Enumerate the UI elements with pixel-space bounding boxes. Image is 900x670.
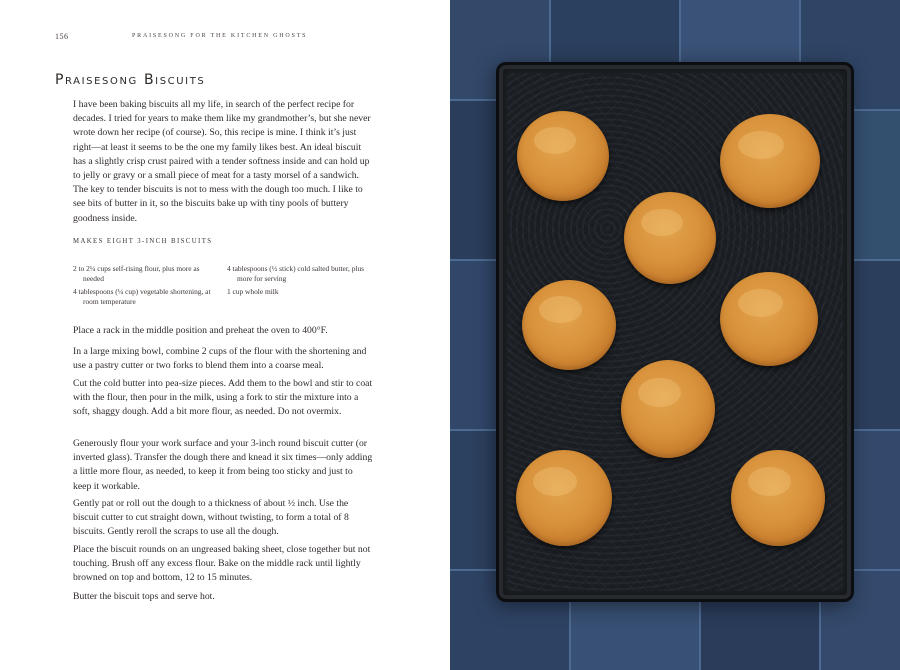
running-head — [55, 32, 435, 44]
biscuit — [516, 450, 612, 546]
recipe-step: Generously flour your work surface and your 3-inch round biscuit cutter (or inverted glass). Transfer the dough there and knead it six times—only adding a little more flour, as needed, to keep it from being too sticky and just to keep it workable. — [73, 438, 373, 492]
floor-tile — [550, 0, 680, 70]
recipe-yield: MAKES EIGHT 3-INCH BISCUITS — [73, 238, 213, 245]
recipe-intro: I have been baking biscuits all my life, in search of the perfect recipe for decades. I tried for years to make them like my grandmother’s, but she never wrote down her recipe (of course). So, this recipe is mine. I think it’s just right—at least it seems to be the one my family likes best. An ideal biscuit has a slightly crisp crust paired with a tender softness inside and can hold up to jelly or gravy or a small piece of meat for a tasty morsel of a sandwich. The key to tender biscuits is not to mess with the dough too much. I like to see bits of butter in it, so the biscuits bake up with tiny pools of buttery goodness inside. — [73, 99, 371, 224]
page-number: 156 — [55, 32, 69, 41]
recipe-title: Praisesong Biscuits — [55, 72, 206, 88]
ingredient-item: 1 cup whole milk — [227, 286, 279, 296]
recipe-step: Place the biscuit rounds on an ungreased baking sheet, close together but not touching. Brush off any excess flour. Bake on the middle rack until lightly browned on top and bottom, 12 to 15 minutes. — [73, 544, 371, 584]
biscuit — [522, 280, 616, 370]
recipe-step: Cut the cold butter into pea-size pieces. Add them to the bowl and stir to coat with the flour, then pour in the milk, using a fork to stir the mixture into a soft, shaggy dough. Add a bit more flour, as needed. Do not overmix. — [73, 378, 373, 418]
ingredient-item: 4 tablespoons (½ stick) cold salted butter, plus more for serving — [227, 264, 365, 284]
ingredients-column-left — [73, 264, 221, 310]
biscuit — [720, 114, 820, 208]
biscuit — [517, 111, 609, 201]
floor-tile — [450, 260, 500, 430]
floor-tile — [450, 430, 500, 570]
biscuit — [624, 192, 716, 284]
recipe-step: Place a rack in the middle position and preheat the oven to 400°F. — [73, 325, 328, 336]
floor-tile — [450, 100, 500, 260]
ingredient-item: 4 tablespoons (¼ cup) vegetable shortening, at room temperature — [73, 286, 211, 307]
biscuit — [621, 360, 715, 458]
ingredient-item: 2 to 2¼ cups self-rising flour, plus more as needed — [73, 264, 200, 284]
recipe-step: Butter the biscuit tops and serve hot. — [73, 591, 215, 602]
recipe-step: In a large mixing bowl, combine 2 cups of the flour with the shortening and use a pastry cutter or two forks to blend them into a coarse meal. — [73, 346, 367, 372]
biscuits-photo — [450, 0, 900, 670]
ingredients-column-right — [227, 264, 375, 299]
biscuit — [731, 450, 825, 546]
running-title: PRAISESONG FOR THE KITCHEN GHOSTS — [132, 32, 308, 39]
recipe-step: Gently pat or roll out the dough to a thickness of about ½ inch. Use the biscuit cutter to cut straight down, without twisting, to form a total of 8 biscuits. Gently reroll the scraps to use all the dough. — [73, 498, 349, 538]
biscuit — [720, 272, 818, 366]
